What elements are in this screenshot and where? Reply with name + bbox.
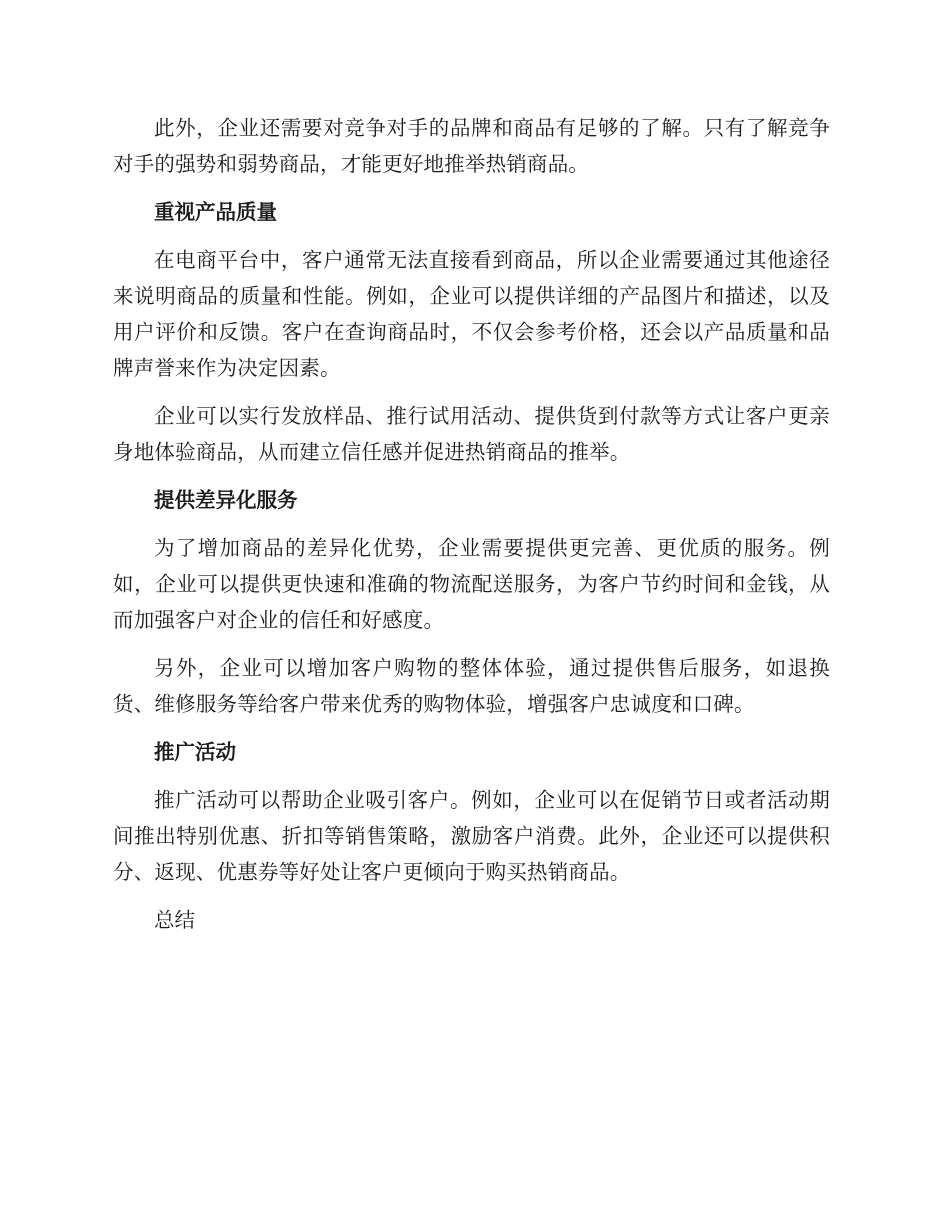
paragraph-competitors: 此外，企业还需要对竞争对手的品牌和商品有足够的了解。只有了解竞争对手的强势和弱势商品，才能更好地推举热销商品。 [113,116,830,176]
closing-summary-label: 总结 [154,908,195,932]
heading-promotion: 推广活动 [154,740,236,764]
paragraph-promotion: 推广活动可以帮助企业吸引客户。例如，企业可以在促销节日或者活动期间推出特别优惠、折扣等销售策略，激励客户消费。此外，企业还可以提供积分、返现、优惠券等好处让客户更倾向于购买热销商品。 [113,788,830,884]
paragraph-quality-2: 企业可以实行发放样品、推行试用活动、提供货到付款等方式让客户更亲身地体验商品，从而建立信任感并促进热销商品的推举。 [113,404,830,464]
heading-product-quality: 重视产品质量 [154,200,277,224]
paragraph-service-2: 另外，企业可以增加客户购物的整体体验，通过提供售后服务，如退换货、维修服务等给客户带来优秀的购物体验，增强客户忠诚度和口碑。 [113,656,830,716]
paragraph-quality-1: 在电商平台中，客户通常无法直接看到商品，所以企业需要通过其他途径来说明商品的质量和性能。例如，企业可以提供详细的产品图片和描述，以及用户评价和反馈。客户在查询商品时，不仅会参考价格，还会以产品质量和品牌声誉来作为决定因素。 [113,248,830,380]
heading-differentiated-service: 提供差异化服务 [154,488,298,512]
document-body [113,110,830,938]
paragraph-service-1: 为了增加商品的差异化优势，企业需要提供更完善、更优质的服务。例如，企业可以提供更快速和准确的物流配送服务，为客户节约时间和金钱，从而加强客户对企业的信任和好感度。 [113,536,830,632]
